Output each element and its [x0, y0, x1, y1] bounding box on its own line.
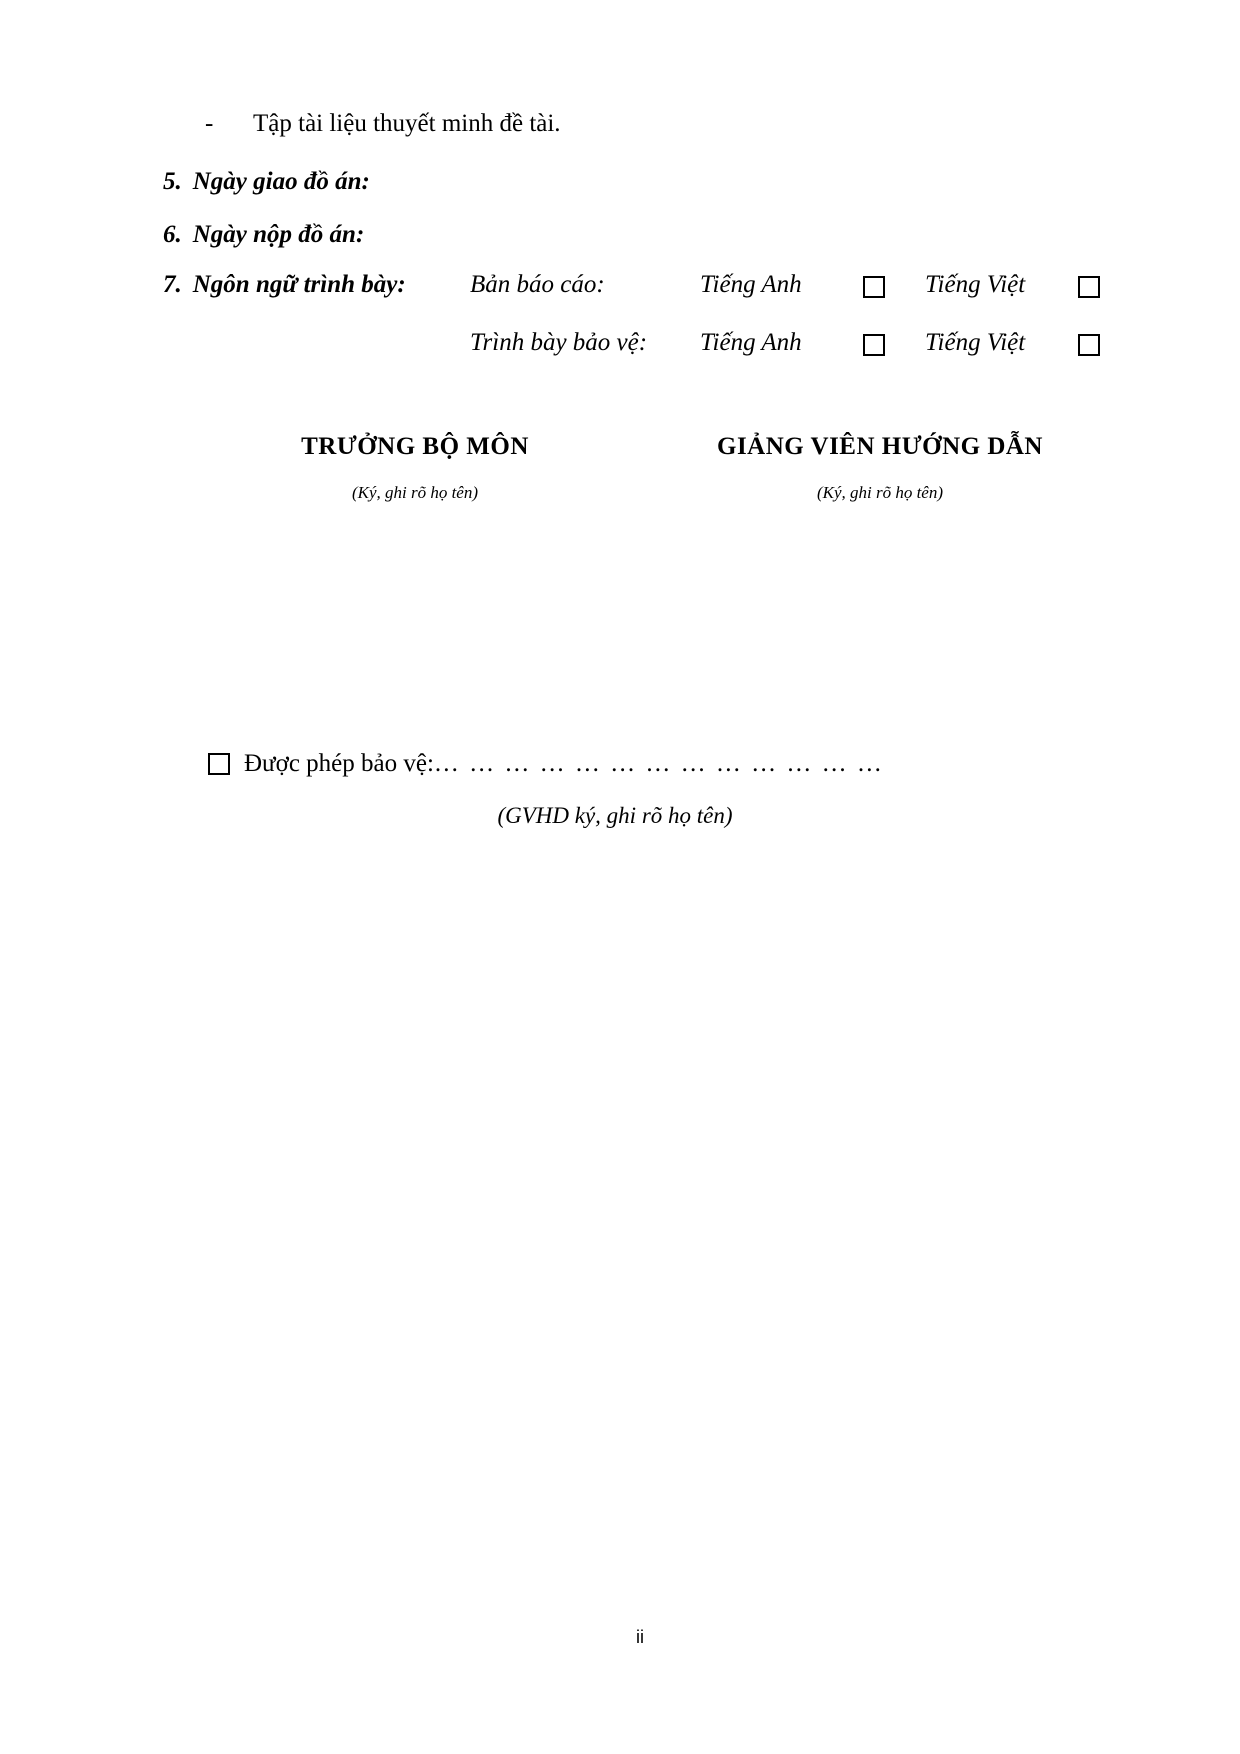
defense-english-label: Tiếng Anh	[700, 329, 802, 356]
item-number: 5.	[163, 168, 182, 195]
approval-label: Được phép bảo vệ:… … … … … … … … … … … … …	[244, 750, 884, 777]
item-number: 7.	[163, 271, 182, 298]
checkbox-approved-for-defense[interactable]	[208, 753, 230, 775]
bullet-dash: -	[205, 110, 214, 137]
report-vietnamese-label: Tiếng Việt	[925, 271, 1026, 298]
checkbox-defense-vietnamese[interactable]	[1078, 334, 1100, 356]
page-number: ii	[636, 1627, 644, 1647]
item-label-ngay-nop: Ngày nộp đồ án:	[192, 221, 365, 248]
defense-language-label: Trình bày bảo vệ:	[470, 329, 648, 356]
form-item-5	[163, 168, 370, 196]
supervisor-sign-note: (Ký, ghi rõ họ tên)	[816, 483, 944, 502]
report-language-label: Bản báo cáo:	[470, 271, 605, 298]
signature-block-supervisor	[640, 433, 1120, 503]
checkbox-defense-english[interactable]	[863, 334, 885, 356]
item-label-ngon-ngu: Ngôn ngữ trình bày:	[192, 271, 406, 298]
gvhd-sign-note: (GVHD ký, ghi rõ họ tên)	[497, 803, 733, 828]
item-label-ngay-giao: Ngày giao đồ án:	[192, 168, 370, 195]
deliverable-bullet-line	[205, 110, 213, 138]
item-number: 6.	[163, 221, 182, 248]
department-head-sign-note: (Ký, ghi rõ họ tên)	[351, 483, 479, 502]
checkbox-report-english[interactable]	[863, 276, 885, 298]
signature-block-department-head	[160, 433, 670, 503]
supervisor-title: GIẢNG VIÊN HƯỚNG DẪN	[717, 433, 1043, 460]
checkbox-report-vietnamese[interactable]	[1078, 276, 1100, 298]
defense-vietnamese-label: Tiếng Việt	[925, 329, 1026, 356]
language-row-defense	[0, 329, 1240, 371]
deliverable-text: Tập tài liệu thuyết minh đề tài.	[253, 110, 561, 137]
form-item-6	[163, 221, 364, 249]
report-english-label: Tiếng Anh	[700, 271, 802, 298]
dotted-fill-line: … … … … … … … … … … … … …	[433, 750, 884, 777]
language-row-report	[0, 271, 1240, 313]
department-head-title: TRƯỞNG BỘ MÔN	[301, 433, 529, 460]
